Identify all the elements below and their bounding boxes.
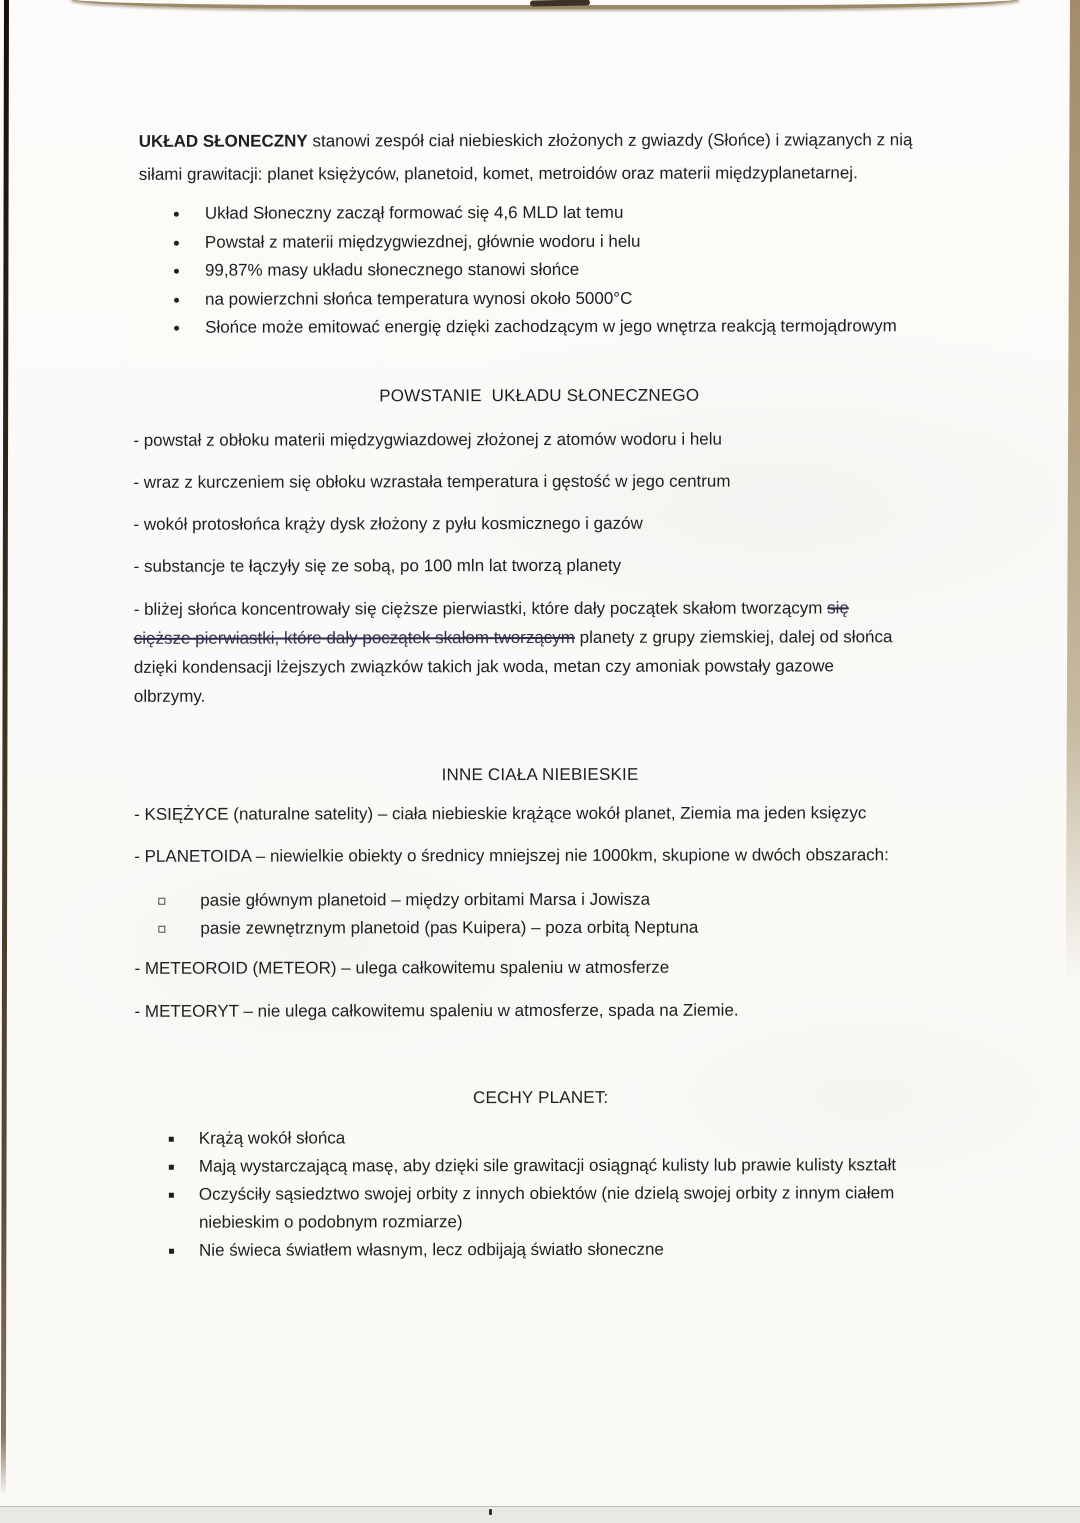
note-line-1 <box>134 593 984 624</box>
formation-item: - wraz z kurczeniem się obłoku wzrastała temperatura i gęstość w jego centrum <box>133 471 731 492</box>
list-item <box>158 913 858 942</box>
list-item-text: Słońce może emitować energię dzięki zachodzącym w jego wnętrza reakcją termojądrowym <box>205 316 897 337</box>
bullet-dot-icon <box>174 240 179 245</box>
section-heading-planet-features: CECHY PLANET: <box>472 1087 609 1108</box>
formation-item: - substancje te łączyły się ze sobą, po 100 mln lat tworzą planety <box>133 555 622 576</box>
list-item <box>172 312 972 342</box>
hollow-square-bullet-icon <box>158 926 165 933</box>
square-bullet-icon <box>169 1192 174 1197</box>
list-item-text: Krążą wokół słońca <box>198 1128 346 1148</box>
planet-features-list <box>168 1123 943 1265</box>
meteorite-item: - METEORYT – nie ulega całkowitemu spaleniu w atmosferze, spada na Ziemie. <box>134 1000 739 1021</box>
list-item-text: Powstał z materii międzygwiezdnej, głównie wodoru i helu <box>204 231 641 252</box>
list-item-text: Mają wystarczającą masę, aby dzięki sile grawitacji osiągnąć kulisty lub prawie kulisty kształt <box>198 1155 897 1176</box>
list-item <box>168 1179 943 1237</box>
list-item <box>172 198 972 228</box>
note-line-2 <box>134 622 984 653</box>
formation-note-paragraph <box>134 593 984 711</box>
hollow-square-bullet-icon <box>158 898 165 905</box>
list-item <box>168 1123 943 1153</box>
intro-paragraph-line-1 <box>139 129 913 153</box>
note-line-3: dzięki kondensacji lżejszych związków takich jak woda, metan czy amoniak powstały gazowe <box>133 656 834 677</box>
list-item <box>172 255 972 285</box>
intro-term: UKŁAD SŁONECZNY <box>138 131 308 151</box>
struck-text: cięższe pierwiastki, które dały początek skałom tworzącym <box>133 627 575 648</box>
moons-item: - KSIĘŻYCE (naturalne satelity) – ciała niebieskie krążące wokół planet, Ziemia ma jeden księzyc <box>134 803 867 824</box>
list-item <box>168 1151 943 1181</box>
square-bullet-icon <box>169 1164 174 1169</box>
section-heading-formation: POWSTANIE UKŁADU SŁONECZNEGO <box>379 385 700 406</box>
list-item-text: 99,87% masy układu słonecznego stanowi słońce <box>204 259 580 280</box>
meteoroid-item: - METEOROID (METEOR) – ulega całkowitemu spaleniu w atmosferze <box>134 957 670 978</box>
planetoids-item: - PLANETOIDA – niewielkie obiekty o średnicy mniejszej nie 1000km, skupione w dwóch obszarach: <box>134 845 889 866</box>
square-bullet-icon <box>169 1248 174 1253</box>
list-item <box>172 227 972 257</box>
formation-item: - wokół protosłońca krąży dysk złożony z pyłu kosmicznego i gazów <box>133 513 643 534</box>
note-text: - bliżej słońca koncentrowały się cięższe pierwiastki, które dały początek skałom tworzącym <box>133 598 828 619</box>
section-heading-other-bodies: INNE CIAŁA NIEBIESKIE <box>441 764 639 785</box>
note-text: planety z grupy ziemskiej, dalej od słońca <box>574 627 893 647</box>
list-item <box>172 284 972 314</box>
bullet-dot-icon <box>174 212 179 217</box>
bullet-dot-icon <box>174 269 179 274</box>
intro-paragraph-line-2: siłami grawitacji: planet księżyców, planetoid, komet, metroidów oraz materii międzyplanetarnej. <box>138 163 858 184</box>
list-item-text: Oczyściły sąsiedztwo swojej orbity z innych obiektów (nie dzielą swojej orbity z innym ciałem niebieskim o podobnym rozmiarze) <box>198 1183 895 1232</box>
list-item-text: Układ Słoneczny zaczął formować się 4,6 MLD lat temu <box>204 202 624 223</box>
bullet-dot-icon <box>174 297 179 302</box>
struck-text: się <box>827 598 849 618</box>
planetoid-belts-list <box>158 885 858 942</box>
formation-item: - powstał z obłoku materii międzygwiazdowej złożonej z atomów wodoru i helu <box>133 429 723 450</box>
intro-bullet-list <box>172 198 972 342</box>
list-item-text: pasie zewnętrznym planetoid (pas Kuipera) – poza orbitą Neptuna <box>200 917 699 938</box>
list-item <box>168 1235 943 1265</box>
square-bullet-icon <box>169 1136 174 1141</box>
bullet-dot-icon <box>174 326 179 331</box>
intro-definition: stanowi zespół ciał niebieskich złożonych z gwiazdy (Słońce) i związanych z nią <box>307 130 913 151</box>
note-line-4: olbrzymy. <box>133 686 206 706</box>
list-item-text: na powierzchni słońca temperatura wynosi około 5000°C <box>205 288 633 309</box>
list-item-text: Nie świeca światłem własnym, lecz odbijają światło słoneczne <box>199 1239 664 1260</box>
list-item <box>158 885 858 914</box>
list-item-text: pasie głównym planetoid – między orbitami Marsa i Jowisza <box>200 889 651 910</box>
